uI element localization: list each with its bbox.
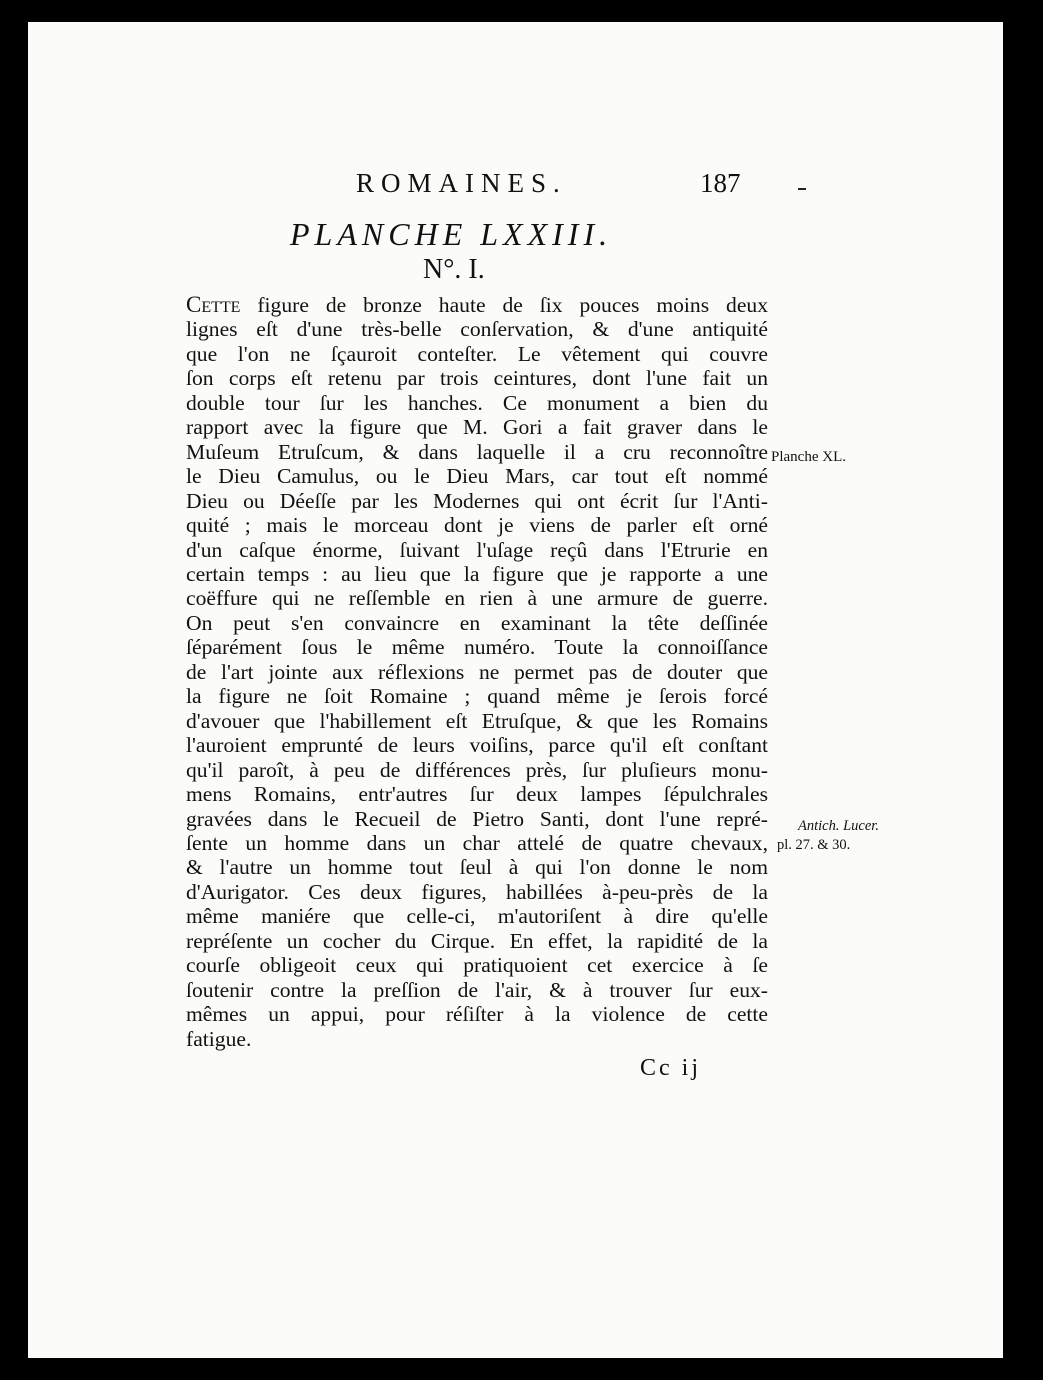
- text-line: quité ; mais le morceau dont je viens de parler eſt orné: [186, 513, 768, 538]
- text-line: fatigue.: [186, 1026, 252, 1051]
- first-word: Cette: [186, 292, 241, 317]
- text-line: même maniére que celle-ci, m'autoriſent à dire qu'elle: [186, 904, 768, 929]
- text-line: de l'art jointe aux réflexions ne permet pas de douter que: [186, 659, 768, 684]
- text-line: la figure ne ſoit Romaine ; quand même je ſerois forcé: [186, 684, 768, 709]
- running-head: [28, 168, 1003, 208]
- running-title: ROMAINES.: [356, 168, 567, 198]
- text-line: certain temps : au lieu que la figure que je rapporte a une: [186, 561, 768, 586]
- text-line: que l'on ne ſçauroit conteſter. Le vêtement qui couvre: [186, 341, 768, 366]
- text-line: d'un caſque énorme, ſuivant l'uſage reçû dans l'Etrurie en: [186, 537, 768, 562]
- text-line: Dieu ou Déeſſe par les Modernes qui ont écrit ſur l'Anti-: [186, 488, 768, 513]
- text-line: d'Aurigator. Ces deux figures, habillées à-peu-près de la: [186, 879, 768, 904]
- plate-title: PLANCHE LXXIII.: [290, 216, 613, 252]
- text-line: mêmes un appui, pour réſiſter à la violence de cette: [186, 1002, 768, 1027]
- text-line: On peut s'en convaincre en examinant la tête deſſinée: [186, 610, 768, 635]
- ink-mark: [798, 188, 806, 190]
- text-line: & l'autre un homme tout ſeul à qui l'on donne le nom: [186, 855, 768, 880]
- text-line: mens Romains, entr'autres ſur deux lampes ſépulchrales: [186, 782, 768, 807]
- plate-number: N°. I.: [423, 254, 485, 285]
- margin-note-antich: Antich. Lucer.: [798, 818, 879, 834]
- book-page: [28, 22, 1003, 1358]
- text-line: [186, 293, 768, 317]
- margin-note-plates: pl. 27. & 30.: [777, 837, 851, 853]
- text-line: courſe obligeoit ceux qui pratiquoient cet exercice à ſe: [186, 953, 768, 978]
- text-line: coëffure qui ne reſſemble en rien à une armure de guerre.: [186, 586, 768, 611]
- signature-mark: Cc ij: [640, 1055, 701, 1081]
- text-line: rapport avec la figure que M. Gori a fait graver dans le: [186, 415, 768, 440]
- text-line: d'avouer que l'habillement eſt Etruſque, & que les Romains: [186, 708, 768, 733]
- text-line: double tour ſur les hanches. Ce monument a bien du: [186, 390, 768, 415]
- text-line: ſon corps eſt retenu par trois ceintures, dont l'une fait un: [186, 366, 768, 391]
- text-line: Muſeum Etruſcum, & dans laquelle il a cru reconnoître: [186, 439, 768, 464]
- margin-note-plate-reference: Planche XL.: [771, 449, 846, 465]
- text-line: ſente un homme dans un char attelé de quatre chevaux,: [186, 830, 768, 855]
- text-line: lignes eſt d'une très-belle conſervation, & d'une antiquité: [186, 317, 768, 342]
- page-number: 187: [700, 168, 741, 198]
- text-line: repréſente un cocher du Cirque. En effet, la rapidité de la: [186, 928, 768, 953]
- text-line: gravées dans le Recueil de Pietro Santi, dont l'une repré-: [186, 806, 768, 831]
- text-line: le Dieu Camulus, ou le Dieu Mars, car tout eſt nommé: [186, 464, 768, 489]
- body-paragraph: [186, 293, 768, 1051]
- text-line-content: figure de bronze haute de ſix pouces moins deux: [240, 293, 768, 317]
- text-line: ſoutenir contre la preſſion de l'air, & à trouver ſur eux-: [186, 977, 768, 1002]
- text-line: qu'il paroît, à peu de différences près, ſur pluſieurs monu-: [186, 757, 768, 782]
- text-line: ſéparément ſous le même numéro. Toute la connoiſſance: [186, 635, 768, 660]
- text-line: l'auroient emprunté de leurs voiſins, parce qu'il eſt conſtant: [186, 733, 768, 758]
